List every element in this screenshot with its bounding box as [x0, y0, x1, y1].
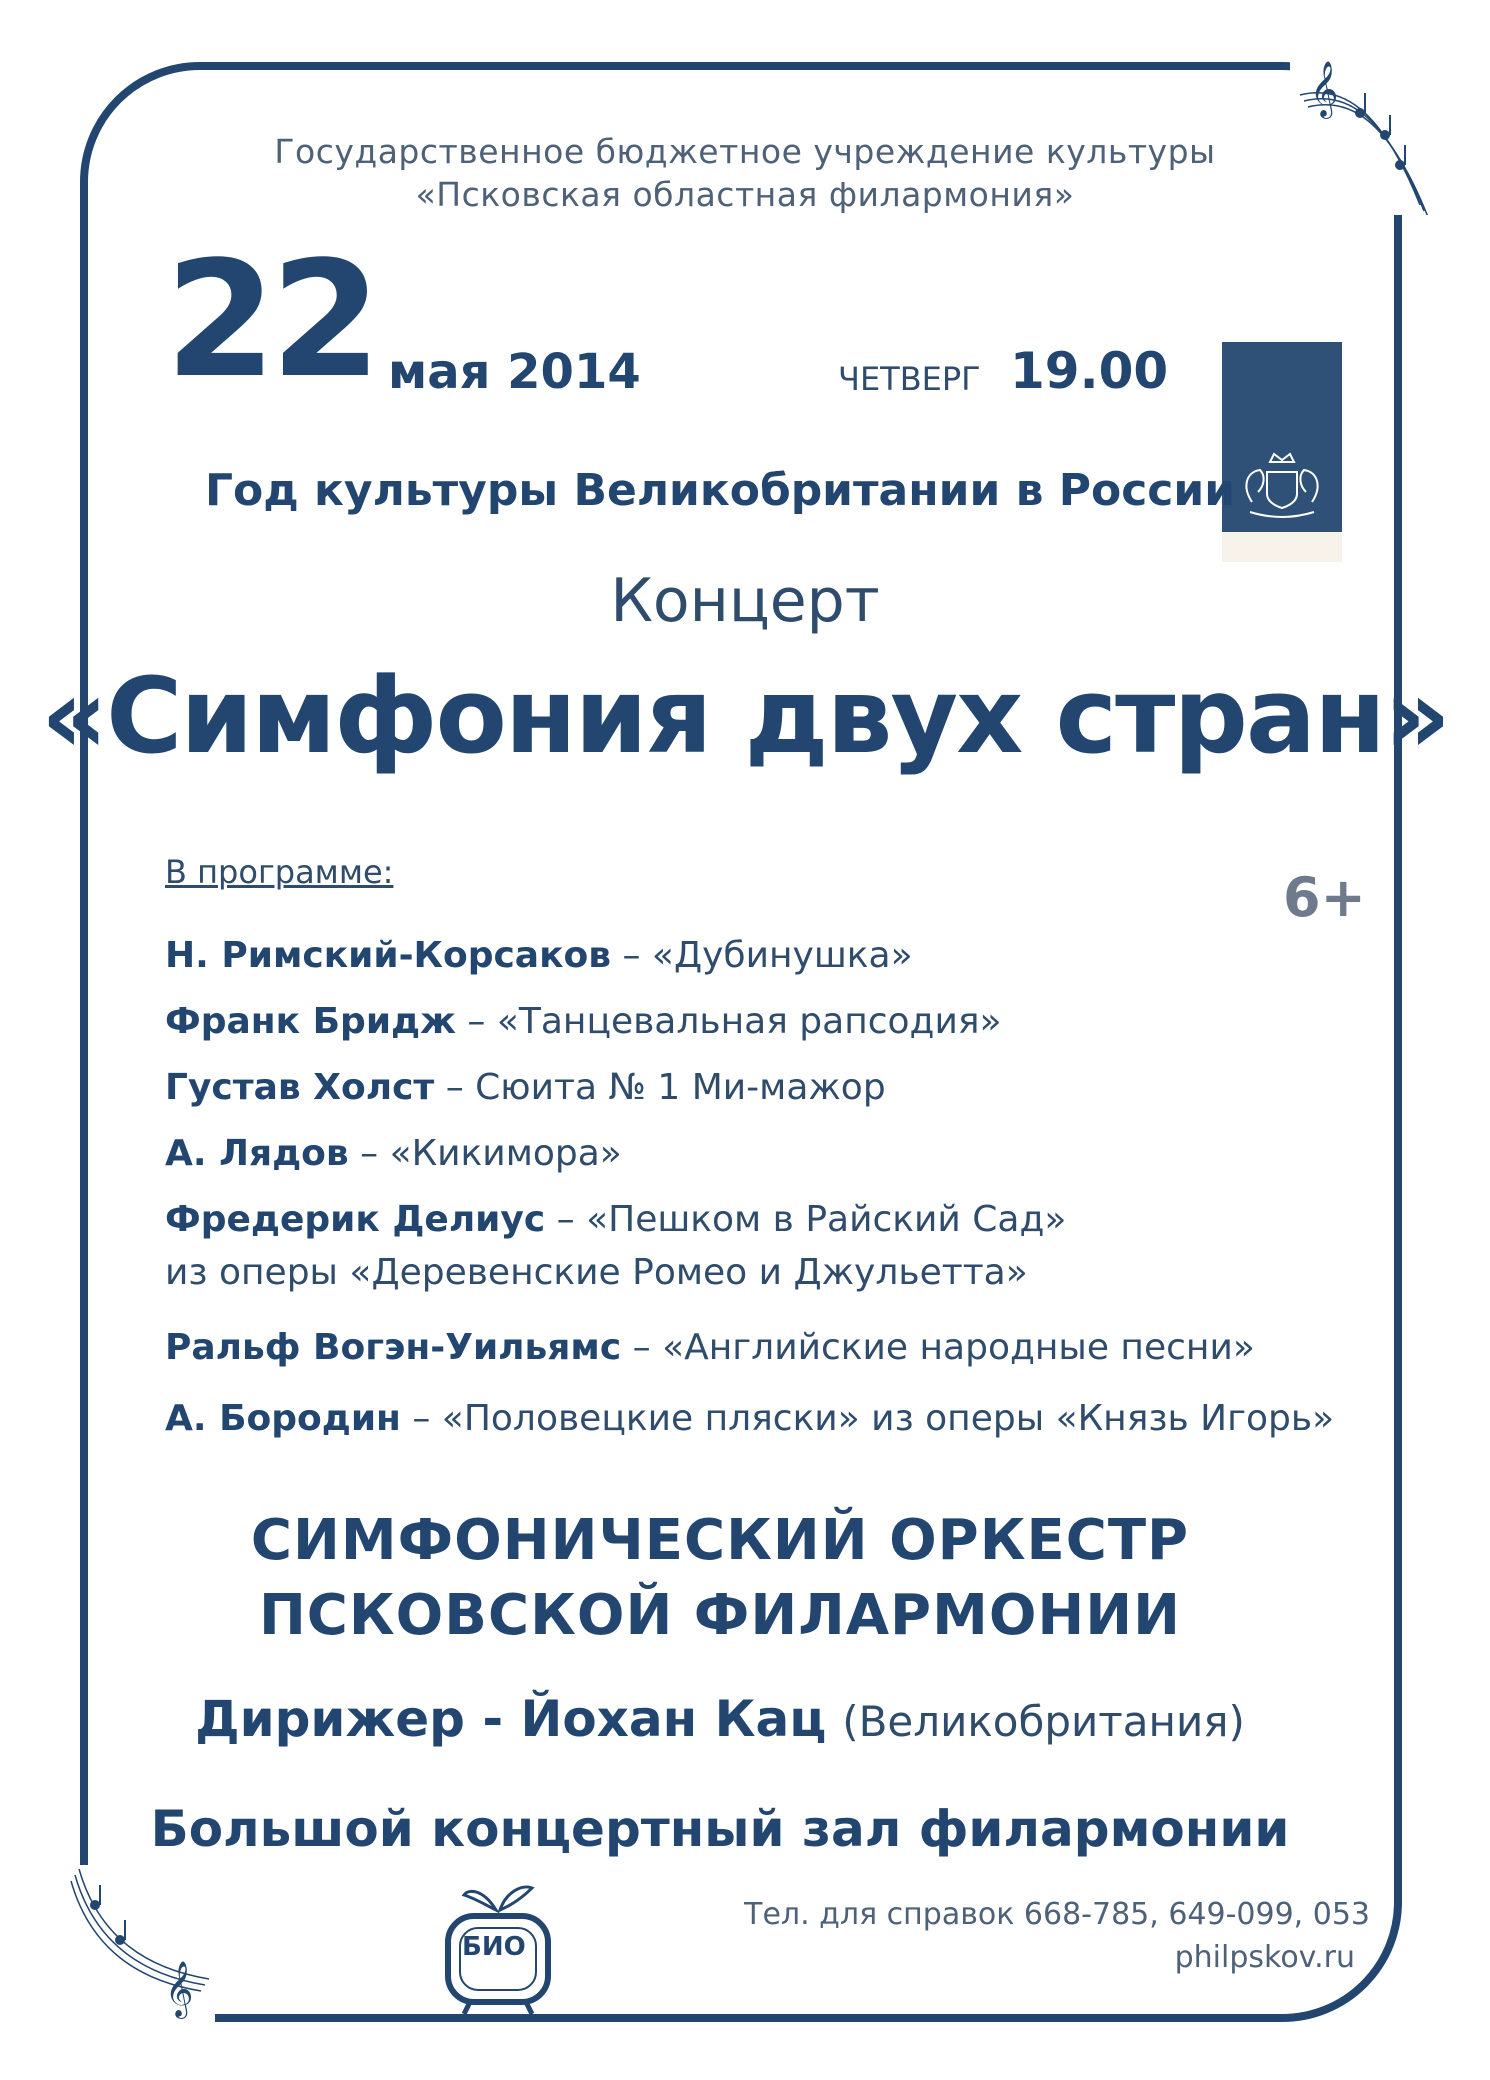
- orchestra-line-2: ПСКОВСКОЙ ФИЛАРМОНИИ: [258, 1583, 1182, 1648]
- program-item: [165, 1067, 886, 1108]
- contact-website: philpskov.ru: [1174, 1940, 1355, 1975]
- year-of-culture-heading: Год культуры Великобритании в России: [204, 465, 1236, 516]
- uk-year-of-culture-emblem: [1222, 342, 1342, 582]
- event-time: 19.00: [1010, 342, 1169, 400]
- event-month-year: мая 2014: [388, 344, 641, 400]
- event-weekday: ЧЕТВЕРГ: [838, 360, 981, 398]
- composer-name: Н. Римский-Корсаков: [165, 935, 612, 976]
- program-item-continuation: из оперы «Деревенские Ромео и Джульетта»: [165, 1252, 1028, 1293]
- program-item: [165, 1327, 1255, 1368]
- organization-line-1: Государственное бюджетное учреждение культуры: [274, 132, 1216, 171]
- conductor-country: (Великобритания): [842, 1697, 1245, 1746]
- concert-title: «Симфония двух стран»: [40, 655, 1450, 777]
- conductor-name: Дирижер - Йохан Кац: [195, 1690, 827, 1748]
- work-title: – «Дубинушка»: [611, 935, 913, 976]
- program-item: [165, 1398, 1334, 1439]
- work-title: – «Английские народные песни»: [621, 1327, 1255, 1368]
- work-title: – «Кикимора»: [348, 1133, 622, 1174]
- composer-name: Ральф Вогэн-Уильямс: [165, 1327, 622, 1368]
- composer-name: А. Лядов: [165, 1133, 349, 1174]
- work-title: – «Пешком в Райский Сад»: [545, 1199, 1067, 1240]
- concert-label: Концерт: [610, 566, 880, 636]
- program-heading: В программе:: [165, 853, 394, 891]
- age-rating-badge: 6+: [1283, 866, 1366, 929]
- contact-phone: Тел. для справок 668-785, 649-099, 053: [744, 1897, 1370, 1932]
- work-title: – «Танцевальная рапсодия»: [455, 1001, 1002, 1042]
- svg-text:𝄞: 𝄞: [165, 1961, 194, 2017]
- composer-name: Фредерик Делиус: [165, 1199, 546, 1240]
- bio-logo-text: БИО: [462, 1932, 526, 1962]
- conductor-line: [0, 1690, 1440, 1748]
- work-title: – «Половецкие пляски» из оперы «Князь Игорь»: [400, 1398, 1335, 1439]
- composer-name: Густав Холст: [165, 1067, 435, 1108]
- event-day: 22: [165, 226, 376, 413]
- composer-name: Франк Бридж: [165, 1001, 456, 1042]
- venue: Большой концертный зал филармонии: [150, 1800, 1290, 1858]
- orchestra-line-1: СИМФОНИЧЕСКИЙ ОРКЕСТР: [250, 1508, 1190, 1573]
- program-item: [165, 1133, 622, 1174]
- composer-name: А. Бородин: [165, 1398, 401, 1439]
- music-notes-decoration-bottom: [65, 1865, 215, 2025]
- program-item: [165, 1199, 1066, 1240]
- program-item: [165, 935, 913, 976]
- svg-text:𝄞: 𝄞: [1310, 61, 1339, 117]
- program-item: [165, 1001, 1002, 1042]
- work-title: – Сюита № 1 Ми-мажор: [434, 1067, 886, 1108]
- organization-line-2: «Псковская областная филармония»: [415, 175, 1075, 214]
